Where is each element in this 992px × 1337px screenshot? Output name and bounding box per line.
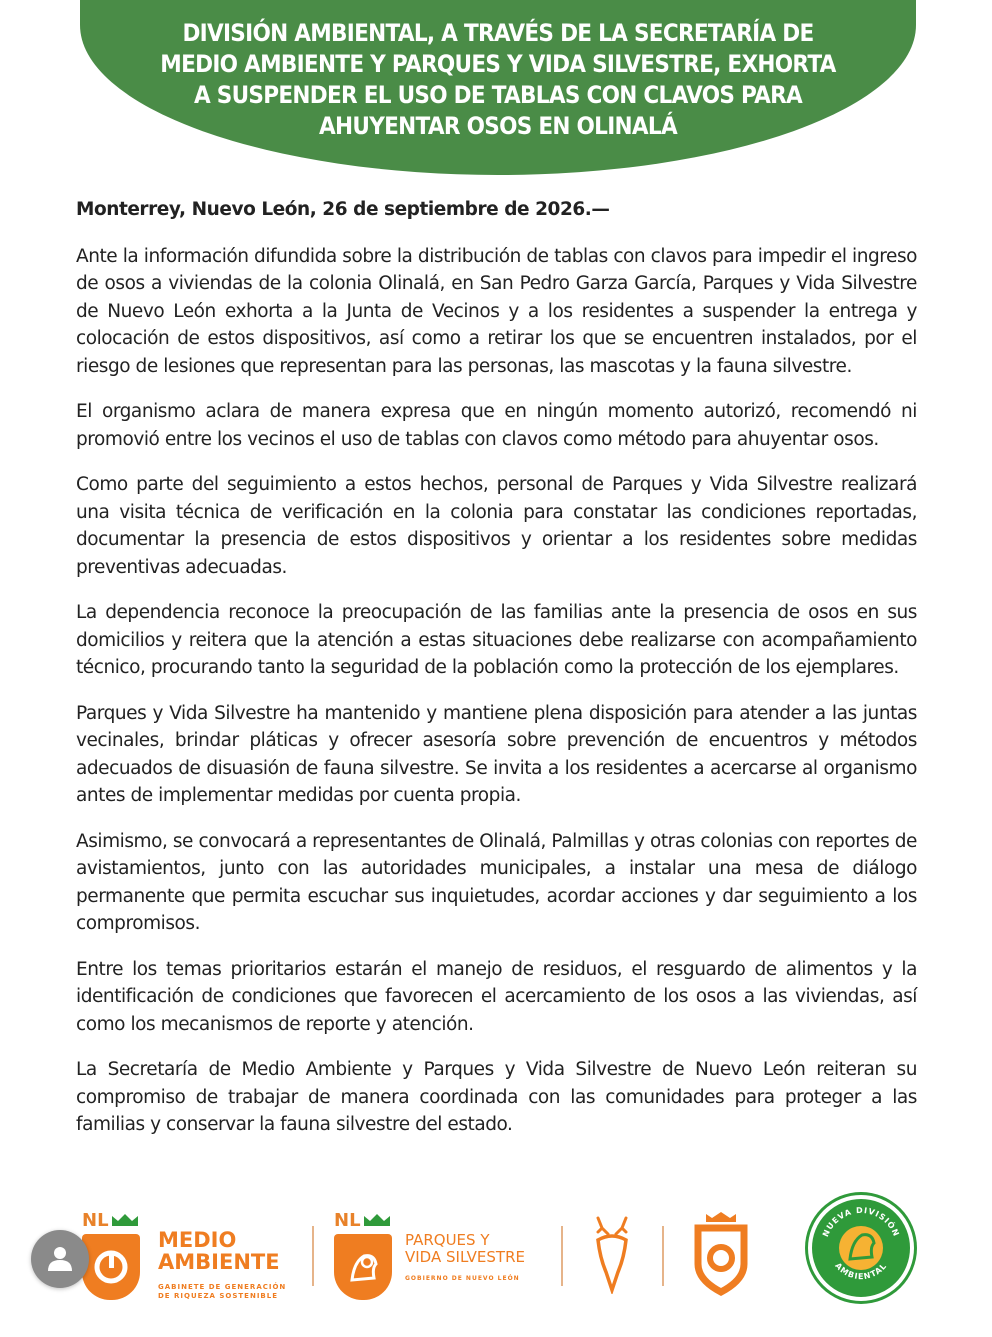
page-title [122,18,874,142]
logo-title: MEDIO [158,1228,237,1252]
paragraph: Ante la información difundida sobre la distribución de tablas con clavos para impedir el ingreso de osos a viviendas de la colonia Olinalá, en San Pedro Garza García, Parques y Vida Silvestre de Nuevo León exhorta a la Junta de Vecinos y a los residentes a suspender la entrega y colocación de estos dispositivos, así como a retirar los que se encuentren instalados, por el riesgo de lesiones que representan para las personas, las mascotas y la fauna silvestre. [76,245,917,377]
logo-subtitle: DE RIQUEZA SOSTENIBLE [158,1292,279,1300]
logo-title: PARQUES Y [405,1231,490,1249]
parques-vida-silvestre-logo [334,1208,549,1308]
paragraph: Asimismo, se convocará a representantes de Olinalá, Palmillas y otras colonias con reportes de avistamientos, junto con las autoridades municipales, a instalar una mesa de diálogo permanente que permita escuchar sus inquietudes, acordar acciones y dar seguimiento a los compromisos. [76,830,917,934]
badge-bottom-text: AMBIENTAL [833,1261,889,1282]
crown-icon [364,1214,390,1226]
medio-ambiente-logo [80,1208,300,1308]
deer-icon [584,1214,640,1294]
badge-top-text: NUEVA DIVISIÓN [821,1205,901,1239]
divider [561,1226,563,1286]
paragraph: Entre los temas prioritarios estarán el manejo de residuos, el resguardo de alimentos y la identificación de condiciones que favorecen el acercamiento de los osos a las viviendas, así como los mecanismos de reporte y atención. [76,958,917,1035]
paragraph: La dependencia reconoce la preocupación de las familias ante la presencia de osos en sus domicilios y reitera que la atención a estas situaciones debe realizarse con acompañamiento técnico, procurando tanto la seguridad de la población como la protección de los ejemplares. [76,602,917,678]
person-icon [48,1245,72,1271]
divider [312,1226,314,1286]
title-line: MEDIO AMBIENTE Y PARQUES Y VIDA SILVESTRE, EXHORTA [160,50,836,78]
logo-subtitle: GOBIERNO DE NUEVO LEÓN [405,1275,520,1282]
nl-mark: NL [334,1210,361,1231]
nl-mark: NL [82,1210,109,1231]
footer-logos [0,1190,992,1320]
crown-shield-icon [690,1210,752,1296]
paragraph: Como parte del seguimiento a estos hechos, personal de Parques y Vida Silvestre realizará una visita técnica de verificación en la colonia para constatar las condiciones reportadas, documentar la presencia de estos dispositivos y orientar a los residentes sobre medidas preventivas adecuadas. [76,474,917,578]
logo-subtitle: GABINETE DE GENERACIÓN [158,1283,287,1291]
logo-title: VIDA SILVESTRE [405,1248,525,1266]
crown-icon [112,1214,138,1226]
title-line: AHUYENTAR OSOS EN OLINALÁ [319,112,677,140]
title-line: DIVISIÓN AMBIENTAL, A TRAVÉS DE LA SECRETARÍA DE [182,19,814,47]
lion-icon [334,1234,392,1300]
profile-button[interactable] [31,1230,89,1288]
title-line: A SUSPENDER EL USO DE TABLAS CON CLAVOS PARA [193,81,803,109]
nueva-division-ambiental-badge [808,1195,914,1301]
divider [662,1226,664,1286]
article-body [76,196,917,1157]
paragraph: La Secretaría de Medio Ambiente y Parques y Vida Silvestre de Nuevo León reiteran su compromiso de trabajar de manera coordinada con las comunidades para proteger a las familias y conservar la fauna silvestre del estado. [76,1059,917,1135]
paragraph: Parques y Vida Silvestre ha mantenido y mantiene plena disposición para atender a las juntas vecinales, brindar pláticas y ofrecer asesoría sobre prevención de encuentros y métodos adecuados de disuasión de fauna silvestre. Se invita a los residentes a acercarse al organismo antes de implementar medidas por cuenta propia. [76,702,917,806]
dateline: Monterrey, Nuevo León, 26 de septiembre de 2026.— [76,199,610,220]
shield-icon [82,1234,140,1300]
paragraph: El organismo aclara de manera expresa que en ningún momento autorizó, recomendó ni promovió entre los vecinos el uso de tablas con clavos como método para ahuyentar osos. [76,401,917,450]
logo-title: AMBIENTE [158,1250,280,1274]
